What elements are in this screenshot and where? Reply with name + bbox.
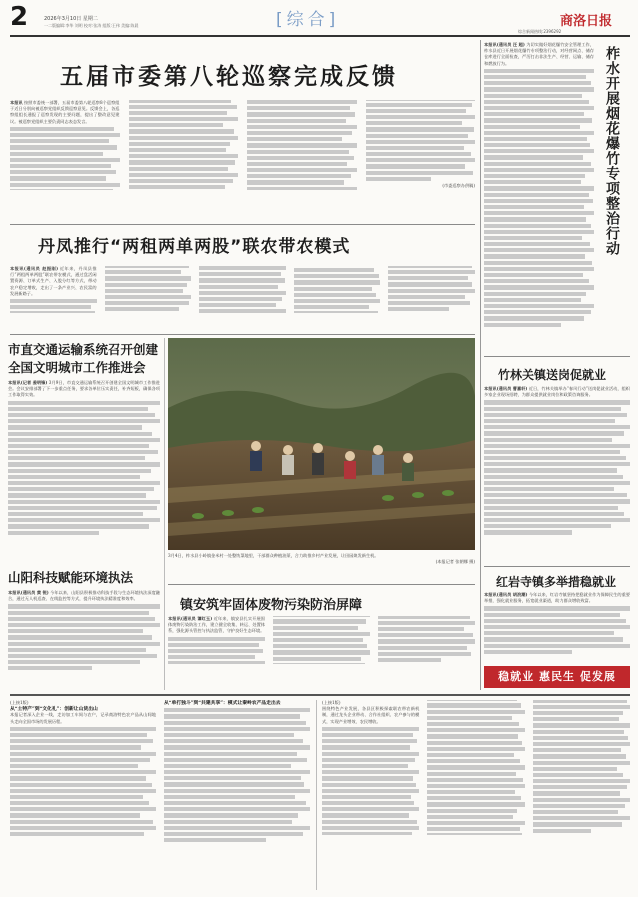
banner-text: 稳就业 惠民生 促发展 bbox=[498, 670, 616, 683]
bottom-right-tag: (上接1版) bbox=[322, 700, 341, 705]
zhashui-byline: 本报讯(通讯员 汪 超) bbox=[484, 42, 525, 47]
bottom-right-article bbox=[322, 700, 630, 890]
bottom-left-article bbox=[10, 700, 310, 890]
hongying-byline: 本报讯(通讯员 胡浪潮) bbox=[484, 592, 528, 597]
bottom-left-tag: (上接1版) bbox=[10, 700, 29, 705]
zhashui-article-text bbox=[484, 42, 594, 352]
bottom-left-subhead-2: 从“单打独斗”到“共建共享”：模式让秦岭农产品走出去 bbox=[164, 700, 281, 706]
danfeng-byline: 本报讯(通讯员 赵振刚) bbox=[10, 266, 59, 271]
divider-1 bbox=[10, 224, 475, 225]
hongying-article-body bbox=[484, 592, 630, 664]
zhenan-article-body bbox=[168, 616, 475, 688]
bottom-left-text bbox=[10, 700, 310, 890]
traffic-lead: 3月9日，市直交通运输系统召开创建全国文明城市工作推进会。会议安排部署了下一步重点任务，要求各单位压实责任，补齐短板，确保各项工作取得实效。 bbox=[8, 380, 160, 398]
banner bbox=[484, 666, 630, 688]
news-photo bbox=[168, 338, 475, 550]
paper-logo: 商洛日报 bbox=[560, 14, 613, 29]
traffic-headline-1: 市直交通运输系统召开创建 bbox=[8, 342, 159, 357]
photo-caption-text: 3月4日，柞水县小岭镇金米村一处整饬菜地里，干部群众种植油莱，合力助推乡村产业发展，让田园焕发新生机。 bbox=[168, 553, 379, 558]
zhenan-headline: 镇安筑牢固体废物污染防治屏障 bbox=[180, 598, 363, 613]
traffic-headline-2: 全国文明城市工作推进会 bbox=[8, 360, 146, 375]
page-number: 2 bbox=[10, 2, 29, 32]
bottom-right-lead: 围绕特色产业发展，各县区积极探索联农带农新机制，通过龙头企业带动、合作社组织、农户参与的模式，实现产业增效、农民增收。 bbox=[322, 706, 420, 724]
zhulin-headline: 竹林关镇送岗促就业 bbox=[498, 368, 607, 382]
zhashui-headline: 柞水开展烟花爆竹专项整治行动 bbox=[604, 46, 620, 256]
section-label: [综合] bbox=[276, 10, 340, 30]
zhulin-byline: 本报讯(通讯员 曹嘉轩) bbox=[484, 386, 528, 391]
hongying-headline: 红岩寺镇多举措稳就业 bbox=[496, 575, 617, 589]
divider-2 bbox=[10, 334, 475, 335]
divider-right-2 bbox=[484, 566, 630, 567]
main-headline: 五届市委第八轮巡察完成反馈 bbox=[60, 64, 398, 90]
danfeng-article-text bbox=[10, 266, 475, 330]
hongying-article-text bbox=[484, 592, 630, 664]
danfeng-article-body bbox=[10, 266, 475, 330]
hotline: 综合新闻热线:2396292 bbox=[518, 29, 562, 34]
main-article-body bbox=[10, 100, 475, 220]
photo-credit: (本报记者 张朝娜 摄) bbox=[435, 559, 475, 564]
divider-right-1 bbox=[484, 356, 630, 357]
section-label-text: 综合 bbox=[286, 10, 329, 30]
zhenan-article-text bbox=[168, 616, 475, 688]
shanyang-article-body bbox=[8, 590, 160, 686]
divider-bottom bbox=[10, 694, 630, 696]
zhenan-byline: 本报讯(通讯员 谭红玉) bbox=[168, 616, 213, 621]
shanyang-article-text bbox=[8, 590, 160, 686]
bottom-left-subhead-1: 从“土特产”到“文化礼”：创新让山货出山 bbox=[10, 706, 98, 713]
traffic-article-body bbox=[8, 380, 160, 564]
bottom-right-text bbox=[322, 700, 630, 890]
traffic-byline: 本报讯(记者 姜明锋) bbox=[8, 380, 48, 385]
zhulin-article-text bbox=[484, 386, 630, 564]
date-line: 2026年3月10日 星期二 bbox=[44, 16, 98, 22]
shanyang-lead: 今年以来，山阳县积极推动科技手段与生态环境执法深度融合，通过无人机巡查、在线监控等方式，提升环境执法精准度和效率。 bbox=[8, 590, 160, 602]
photo-caption bbox=[168, 553, 475, 579]
column-rule-right bbox=[480, 40, 481, 690]
danfeng-lead: 近年来，丹凤县推行“两租两单两股”联农带农模式，通过盘活闲置资源、订单式生产、入股分红等方式，带动农户稳定增收，走出了一条产业兴、农民富的发展新路子。 bbox=[10, 266, 97, 296]
bottom-left-lead: 本报记者深入企业一线，走访加工车间与农户，记录商洛特色农产品从山间地头走向全国市场的发展历程。 bbox=[10, 712, 156, 724]
column-rule-left bbox=[164, 338, 165, 690]
divider-3 bbox=[168, 584, 475, 585]
main-lead: 按照市委统一部署，五届市委第八轮巡察8个巡察组于近日分别向被巡察党组织反馈巡察意见。反馈会上，各巡察组组长通报了巡察发现的主要问题，提出了整改意见建议。被巡察党组织主要负责同志表态发言。 bbox=[10, 100, 120, 124]
staff-line: 一二版编辑:李华 刘明 校对:张涛 组版:王伟 美编:陈晨 bbox=[44, 23, 139, 28]
zhashui-article-body bbox=[484, 42, 594, 352]
photo-illustration bbox=[168, 338, 475, 550]
danfeng-headline: 丹凤推行“两租两单两股”联农带农模式 bbox=[38, 237, 351, 257]
zhashui-lead: 为切实做好烟花爆竹安全管理工作，柞水县近日开展烟花爆竹专项整治行动，对经营网点、储存仓库进行全面检查，严厉打击非法生产、经营、运输、储存和燃放行为。 bbox=[484, 42, 594, 66]
column-rule-bottom bbox=[316, 700, 317, 890]
zhulin-lead: 近日，竹林关镇举办“春风行动”送岗促就业活动，组织多家企业现场招聘，为群众提供就业岗位和政策咨询服务。 bbox=[484, 386, 630, 398]
zhenan-lead: 近年来，镇安县扎实开展固体废物污染防治工作，建立健全收集、转运、处置体系，强化源头管控与执法监管，守护良好生态环境。 bbox=[168, 616, 265, 634]
hongying-lead: 今年以来，红岩寺镇坚持把稳就业作为保障民生的重要举措，强化就业服务，拓宽就业渠道，助力群众增收致富。 bbox=[484, 592, 630, 604]
main-article-text bbox=[10, 100, 475, 220]
shanyang-headline: 山阳科技赋能环境执法 bbox=[8, 570, 134, 585]
zhulin-article-body bbox=[484, 386, 630, 564]
main-source: (市委巡察办供稿) bbox=[442, 183, 475, 188]
traffic-article-text bbox=[8, 380, 160, 564]
masthead-rule bbox=[10, 35, 630, 37]
shanyang-byline: 本报讯(通讯员 黄 锐) bbox=[8, 590, 49, 595]
main-byline: 本报讯 bbox=[10, 100, 23, 105]
